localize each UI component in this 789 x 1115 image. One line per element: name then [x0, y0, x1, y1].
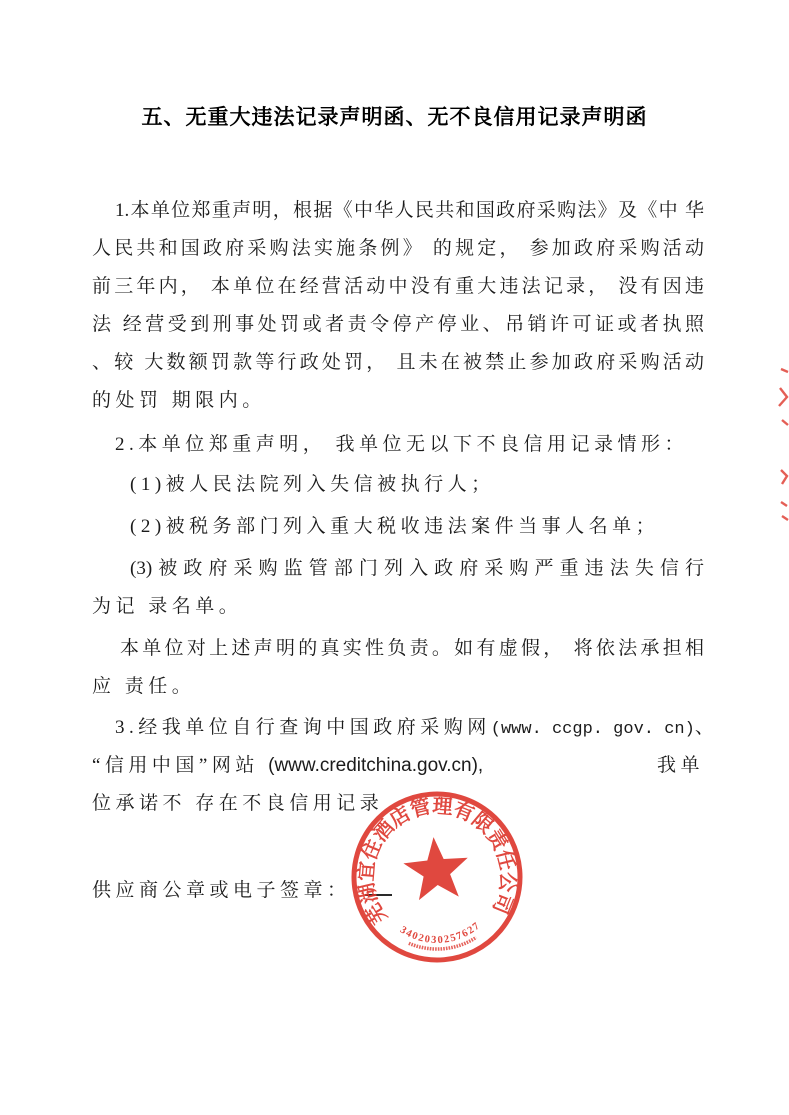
document-title: 五、无重大违法记录声明函、无不良信用记录声明函 [141, 106, 648, 129]
list-item-3-continued: 为记 录名单。 [92, 596, 243, 617]
paragraph-responsibility-line: 应 责任。 [92, 676, 196, 697]
paragraph-1-line: 1.本单位郑重声明，根据《中华人民共和国政府采购法》及《中 华 [115, 200, 704, 221]
paragraph-3-text: 、 [694, 717, 719, 738]
paragraph-3-line [92, 747, 704, 785]
paragraph-3-line: 位承诺不 存在不良信用记录 [92, 793, 384, 814]
paragraph-1-line: 、较 大数额罚款等行政处罚， 且未在被禁止参加政府采购活动 [92, 352, 704, 373]
list-item-1: (1)被人民法院列入失信被执行人； [130, 474, 495, 495]
svg-text:3402030257627 [397, 918, 484, 950]
ccgp-url-text: (www. ccgp. gov. cn) [490, 720, 695, 739]
seal-registration-number: 3402030257627 [397, 920, 483, 947]
paragraph-3-line [92, 709, 719, 747]
list-item-3: (3)被政府采购监管部门列入政府采购严重违法失信行 [130, 558, 704, 579]
paragraph-2-line: 2.本单位郑重声明， 我单位无以下不良信用记录情形： [115, 434, 689, 455]
paragraph-3-text: 我单 [656, 755, 704, 776]
seal-company-name: 芜湖宜住酒店管理有限责任公司 [355, 795, 519, 928]
page-edge-seal-fragments-icon [777, 360, 789, 530]
list-item-2: (2)被税务部门列入重大税收违法案件当事人名单； [130, 516, 660, 537]
paragraph-3-text: “信用中国”网站 [92, 755, 269, 776]
seal-star-icon [401, 834, 471, 901]
paragraph-1-line: 的处罚 期限内。 [92, 390, 266, 411]
paragraph-1-line: 人民共和国政府采购法实施条例》 的规定， 参加政府采购活动 [92, 238, 704, 259]
creditchina-url-text: (www.creditchina.gov.cn), [268, 755, 484, 776]
paragraph-1-line: 前三年内， 本单位在经营活动中没有重大违法记录， 没有因违 [92, 276, 704, 297]
creditchina-segment [92, 747, 483, 785]
paragraph-3-text: 3.经我单位自行查询中国政府采购网 [115, 717, 491, 738]
company-seal-stamp [339, 779, 534, 974]
paragraph-responsibility-line: 本单位对上述声明的真实性负责。如有虚假， 将依法承担相 [120, 638, 704, 659]
signature-label: 供应商公章或电子签章： [92, 880, 351, 901]
paragraph-1-line: 法 经营受到刑事处罚或者责令停产停业、吊销许可证或者执照 [92, 314, 704, 335]
